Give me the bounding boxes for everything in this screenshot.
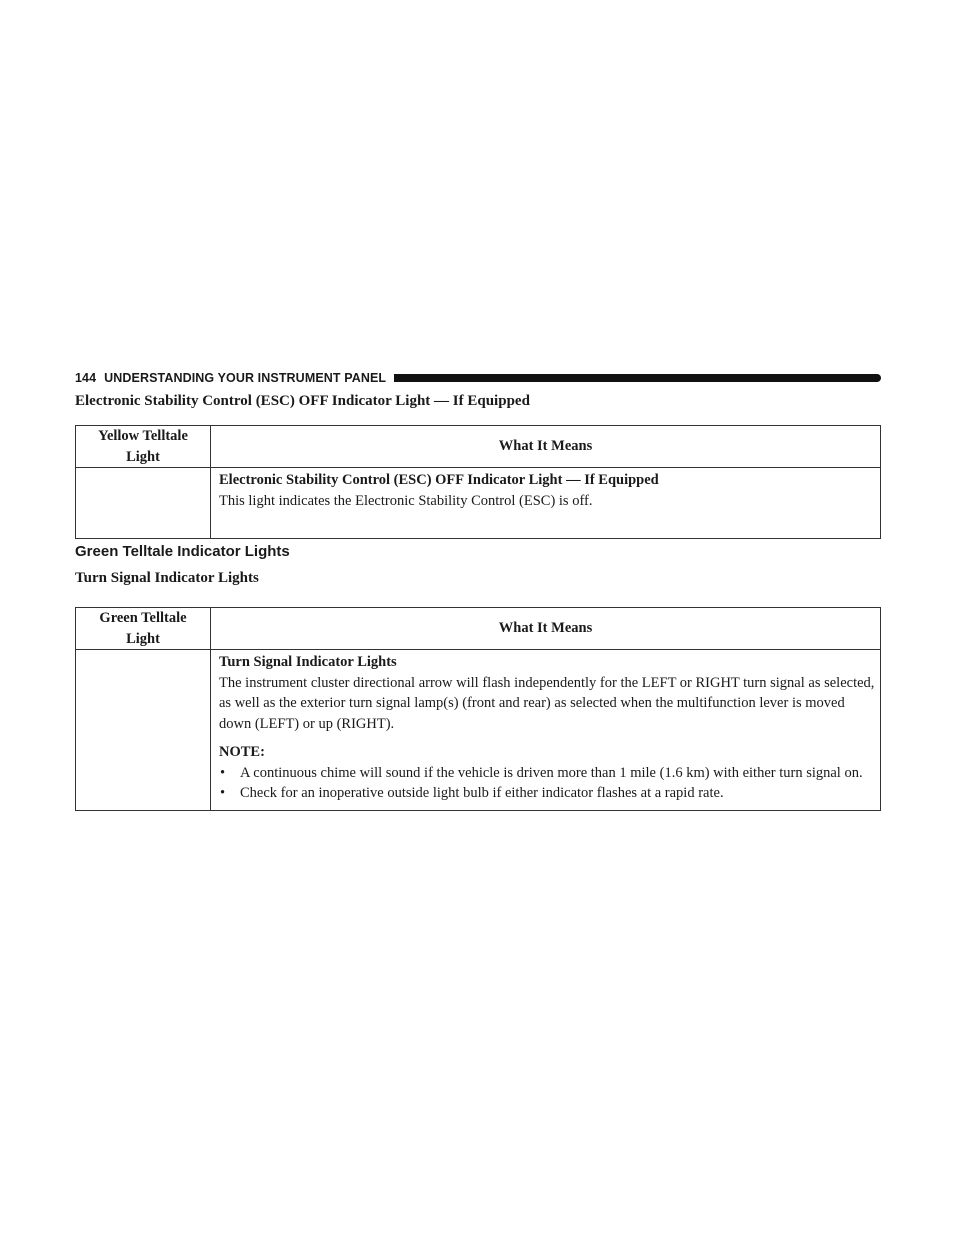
column-header-light-line2: Light	[126, 630, 160, 647]
note-item-text: Check for an inoperative outside light bulb if either indicator flashes at a rapid rate.	[240, 785, 724, 801]
description-cell	[211, 650, 881, 811]
esc-section-heading: Electronic Stability Control (ESC) OFF Indicator Light — If Equipped	[75, 393, 530, 409]
row-title: Turn Signal Indicator Lights	[219, 654, 397, 670]
telltale-icon-cell	[76, 468, 211, 539]
note-item	[219, 783, 876, 804]
column-header-light	[76, 426, 211, 468]
column-header-light-line2: Light	[126, 448, 160, 465]
row-text: The instrument cluster directional arrow will flash independently for the LEFT or RIGHT turn signal as selected, as well as the exterior turn signal lamp(s) (front and rear) as selected when the multifunction lever is moved down (LEFT) or up (RIGHT).	[219, 674, 875, 732]
column-header-light-line1: Green Telltale	[99, 610, 187, 626]
telltale-icon-cell	[76, 650, 211, 811]
header-rule	[394, 374, 881, 382]
description-cell	[211, 468, 881, 539]
bullet-icon: •	[220, 785, 226, 801]
note-item	[219, 763, 876, 784]
table-row	[76, 650, 881, 811]
running-title: UNDERSTANDING YOUR INSTRUMENT PANEL	[104, 371, 387, 385]
table-row	[76, 468, 881, 539]
bullet-icon: •	[220, 764, 226, 781]
note-label: NOTE:	[219, 744, 265, 760]
page-header	[75, 370, 881, 386]
note-item-text: A continuous chime will sound if the vehicle is driven more than 1 mile (1.6 km) with either turn signal on.	[240, 764, 863, 781]
page-number: 144	[75, 371, 97, 385]
row-title: Electronic Stability Control (ESC) OFF Indicator Light — If Equipped	[219, 472, 659, 488]
green-section-heading: Green Telltale Indicator Lights	[75, 543, 290, 560]
esc-telltale-table	[75, 425, 881, 539]
column-header-light-line1: Yellow Telltale	[98, 428, 188, 444]
column-header-means: What It Means	[211, 608, 881, 650]
green-telltale-table	[75, 607, 881, 811]
table-header-row	[76, 608, 881, 650]
column-header-light	[76, 608, 211, 650]
note-list	[219, 763, 876, 804]
table-header-row	[76, 426, 881, 468]
column-header-means: What It Means	[211, 426, 881, 468]
row-text: This light indicates the Electronic Stability Control (ESC) is off.	[219, 492, 593, 509]
turn-signal-subheading: Turn Signal Indicator Lights	[75, 570, 259, 586]
